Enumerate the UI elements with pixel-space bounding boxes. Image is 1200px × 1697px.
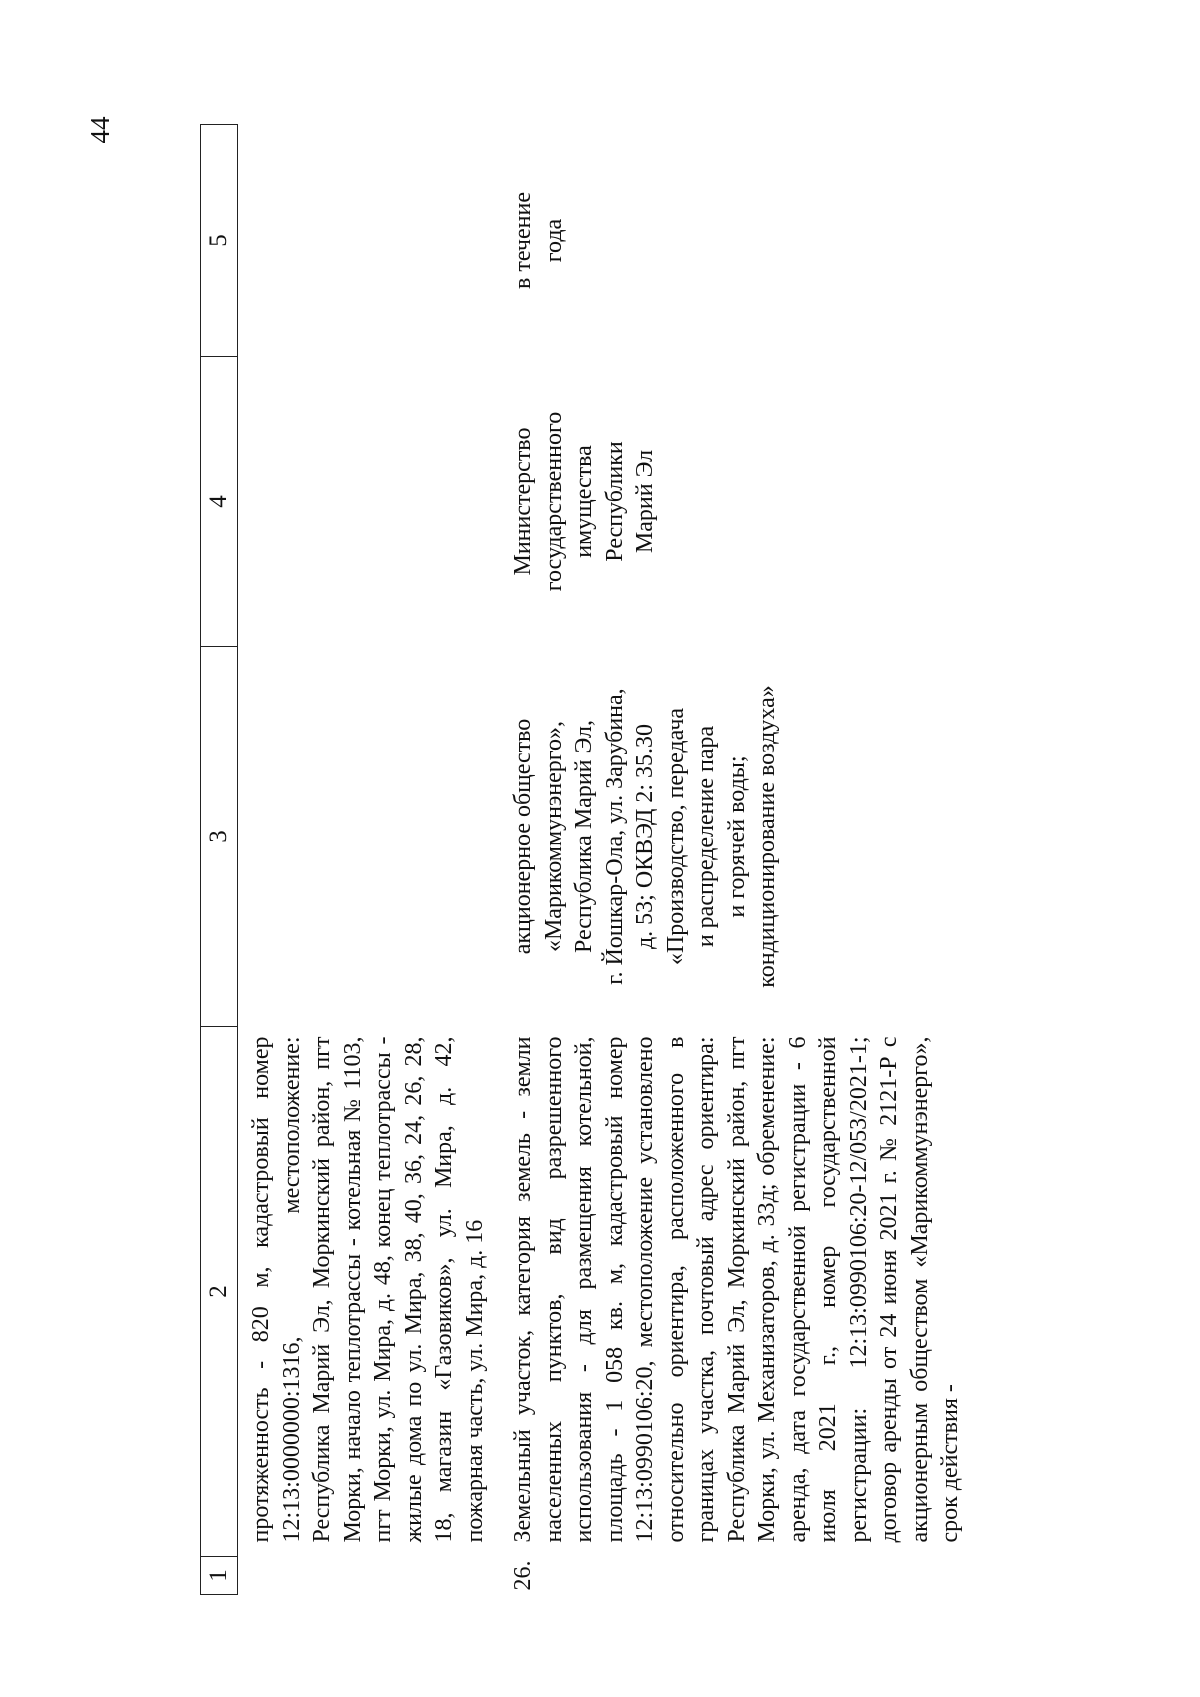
header-row bbox=[201, 125, 238, 1595]
page-number: 44 bbox=[85, 116, 115, 144]
table-row bbox=[238, 125, 491, 1595]
row-gap bbox=[490, 125, 500, 1595]
row-authority bbox=[238, 357, 491, 647]
row-authority: Министерство государственного имущества Республики Марий Эл bbox=[510, 411, 658, 592]
row-description: протяженность - 820 м, кадастровый номер 12:13:0000000:1316, местоположение: Республика Марий Эл, Моркинский район, пгт Морки, начало теплотрассы - котельная № 1103, пгт Морки, ул. Мира, д. 48, конец теплотрассы - жилые дома по ул. Мира, 38, 40, 36, 24, 26, 28, 18, магазин «Газовиков», ул. Мира, д. 42, пожарная часть, ул. Мира, д. 16 bbox=[248, 1036, 488, 1543]
column-header-2: 2 bbox=[201, 1027, 238, 1557]
row-term: в течение года bbox=[510, 192, 567, 289]
column-header-4: 4 bbox=[201, 357, 238, 647]
row-description: Земельный участок, категория земель - земли населенных пунктов, вид разрешенного использования - для размещения котельной, площадь - 1 058 кв. м, кадастровый номер 12:13:0990106:20, местоположение установлено относительно ориентира, расположенного в границах участка, почтовый адрес ориентира: Республика Марий Эл, Моркинский район, пгт Морки, ул. Механизаторов, д. 33д; обременение: аренда, дата государственной регистрации - 6 июля 2021 г., номер государственной регистрации: 12:13:0990106:20-12/053/2021-1; договор аренды от 24 июня 2021 г. № 2121-Р с акционерным обществом «Марикоммунэнерго», срок действия - bbox=[510, 1036, 963, 1543]
row-number bbox=[238, 1557, 491, 1595]
column-header-1: 1 bbox=[201, 1557, 238, 1595]
table-row bbox=[500, 125, 966, 1595]
row-number: 26. bbox=[510, 1560, 536, 1591]
column-header-5: 5 bbox=[201, 125, 238, 357]
row-holder: акционерное общество «Марикоммунэнерго», Республика Марий Эл, г. Йошкар-Ола, ул. Зарубина, д. 53; ОКВЭД 2: 35.30 «Производство, передача и распределение пара и горячей воды; кондиционирование воздуха» bbox=[510, 685, 780, 988]
column-header-3: 3 bbox=[201, 647, 238, 1027]
rotated-document bbox=[200, 125, 1070, 1595]
property-table bbox=[200, 124, 966, 1595]
row-term bbox=[238, 125, 491, 357]
row-holder bbox=[238, 647, 491, 1027]
